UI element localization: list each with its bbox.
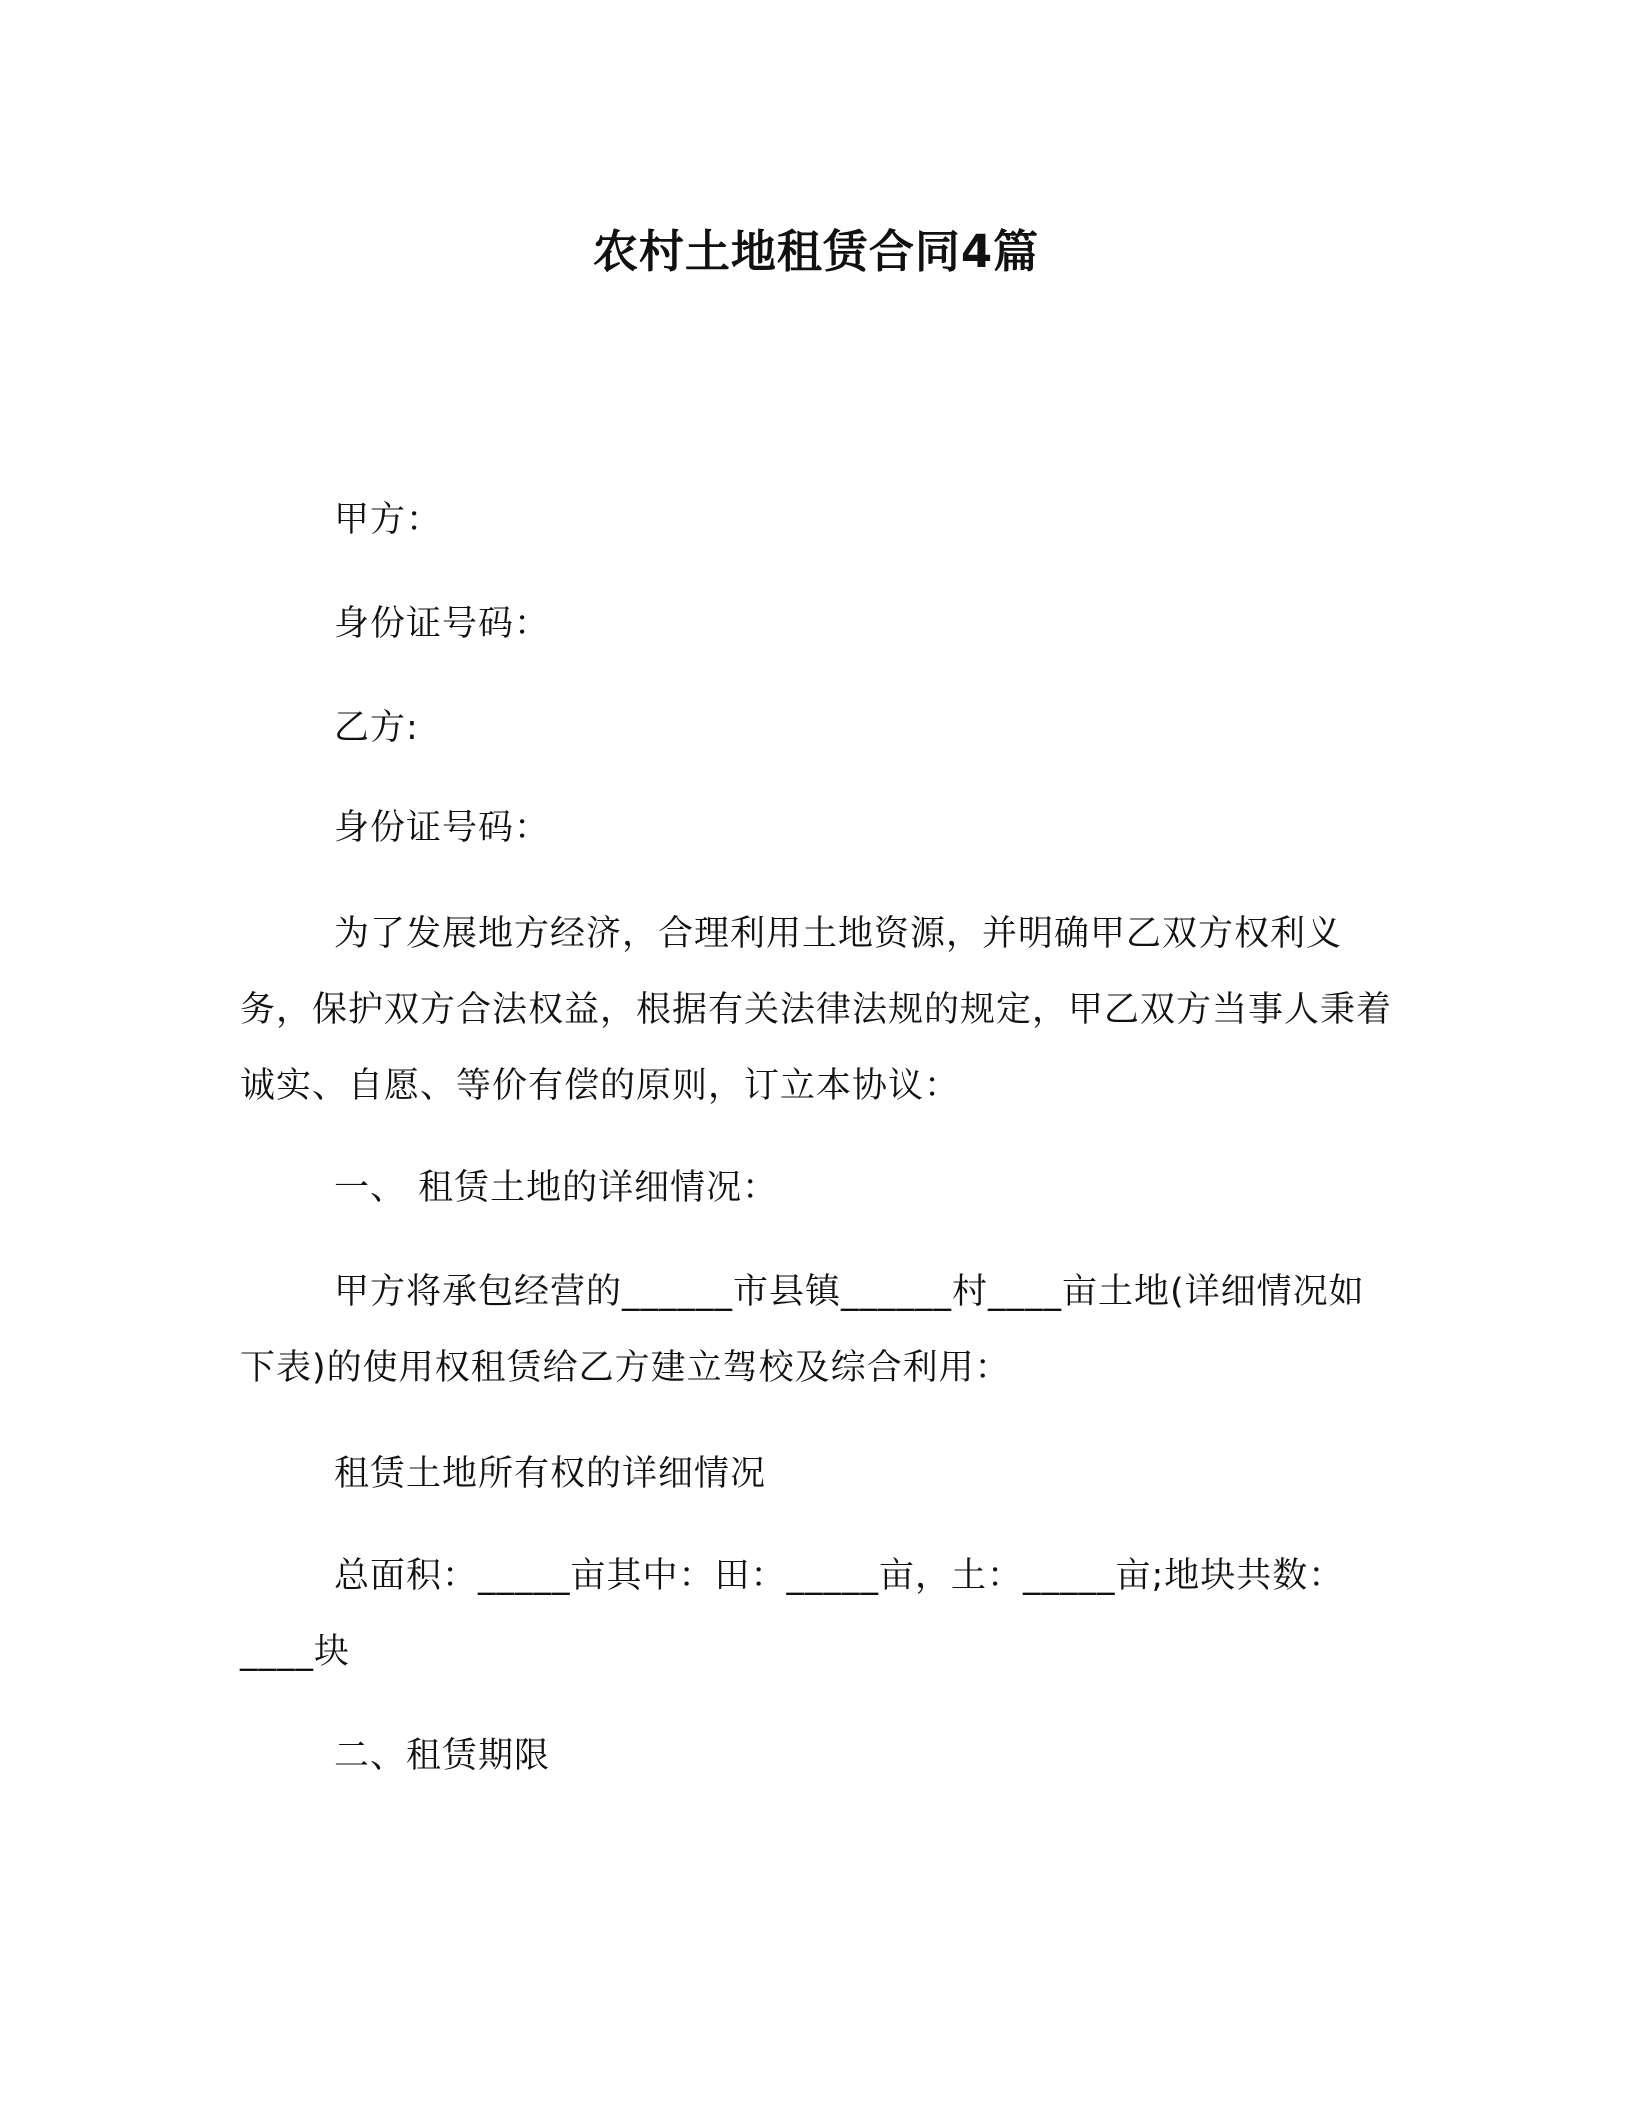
- party-b-label: 乙方:: [334, 708, 419, 748]
- area-details-paragraph: 总面积：_____亩其中：田：_____亩，土：_____亩;地块共数：____块: [240, 1556, 1345, 1672]
- ownership-details-heading: 租赁土地所有权的详细情况: [334, 1454, 767, 1494]
- section-one-heading: 一、 租赁土地的详细情况：: [334, 1168, 779, 1208]
- party-b-id-label: 身份证号码：: [334, 808, 551, 848]
- document-title: 农村土地租赁合同4篇: [592, 225, 1040, 278]
- preamble-paragraph: 为了发展地方经济，合理利用土地资源，并明确甲乙双方权利义务，保护双方合法权益，根据有关法律法规的规定，甲乙双方当事人秉着诚实、自愿、等价有偿的原则，订立本协议：: [240, 914, 1393, 1106]
- party-a-label: 甲方：: [334, 500, 443, 540]
- land-description-paragraph: 甲方将承包经营的______市县镇______村____亩土地(详细情况如下表)的使用权租赁给乙方建立驾校及综合利用：: [240, 1272, 1365, 1388]
- section-two-heading: 二、租赁期限: [334, 1736, 551, 1776]
- party-a-id-label: 身份证号码：: [334, 604, 551, 644]
